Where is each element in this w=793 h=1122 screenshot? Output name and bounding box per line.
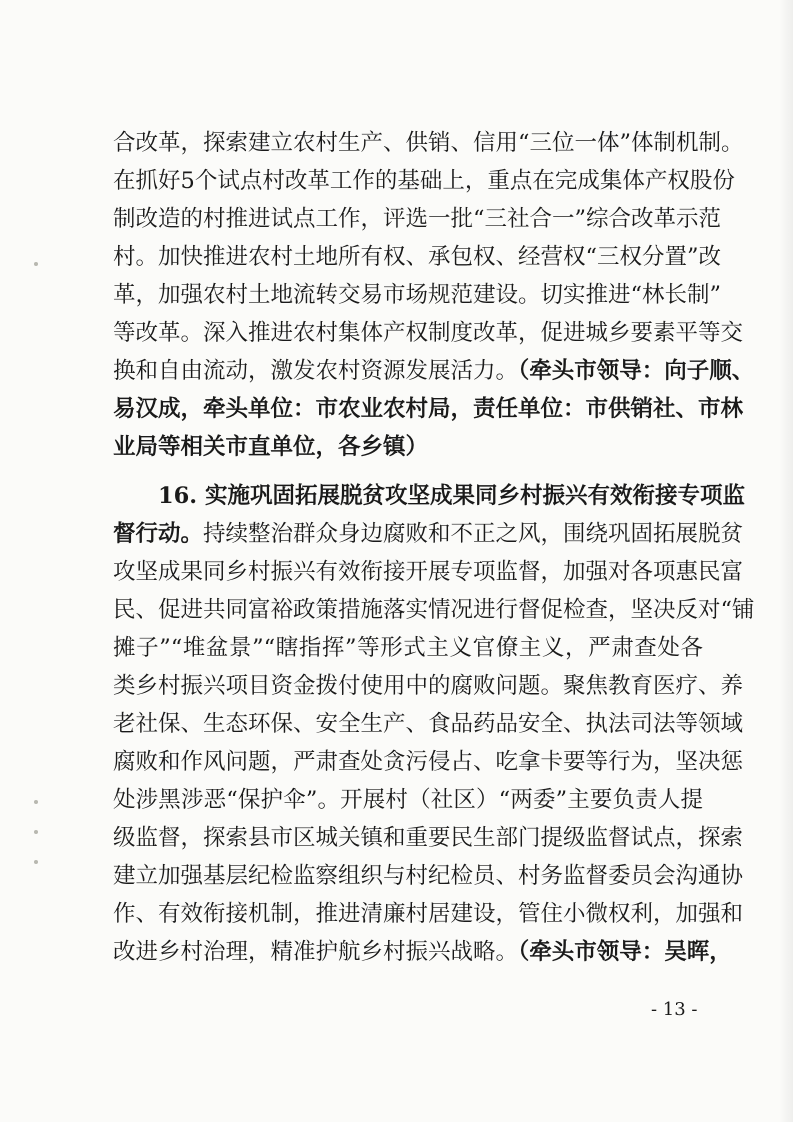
item-heading-end: 督行动。 bbox=[113, 521, 204, 547]
text-line: 摊子”“堆盆景”“瞎指挥”等形式主义官僚主义，严肃查处各 bbox=[113, 635, 703, 661]
text-line: 腐败和作风问题，严肃查处贪污侵占、吃拿卡要等行为，坚决惩 bbox=[113, 749, 744, 775]
text-line: 处涉黑涉恶“保护伞”。开展村（社区）“两委”主要负责人提 bbox=[113, 787, 703, 813]
page-number: - 13 - bbox=[651, 999, 698, 1020]
text-line: 老社保、生态环保、安全生产、食品药品安全、执法司法等领域 bbox=[113, 711, 744, 737]
text-line: 制改造的村推进试点工作，评选一批“三社合一”综合改革示范 bbox=[113, 206, 722, 232]
scan-speck bbox=[34, 830, 38, 834]
text-line: 作、有效衔接机制，推进清廉村居建设，管住小微权利，加强和 bbox=[113, 901, 744, 927]
text-line: 建立加强基层纪检监察组织与村纪检员、村务监督委员会沟通协 bbox=[113, 863, 744, 889]
responsibility-note-line: 业局等相关市直单位，各乡镇） bbox=[113, 434, 429, 460]
item-heading: 16. 实施巩固拓展脱贫攻坚成果同乡村振兴有效衔接专项监 bbox=[158, 483, 745, 509]
text-line: 等改革。深入推进农村集体产权制度改革，促进城乡要素平等交 bbox=[113, 320, 744, 346]
scan-speck bbox=[34, 262, 38, 266]
responsibility-note: （牵头市领导：吴晖， bbox=[518, 939, 732, 965]
text-normal: 换和自由流动，激发农村资源发展活力。 bbox=[113, 358, 519, 384]
text-line bbox=[113, 934, 732, 970]
text-line: 攻坚成果同乡村振兴有效衔接开展专项监督，加强对各项惠民富 bbox=[113, 559, 744, 585]
responsibility-note: （牵头市领导：向子顺、 bbox=[518, 358, 755, 384]
text-line: 合改革，探索建立农村生产、供销、信用“三位一体”体制机制。 bbox=[113, 130, 744, 156]
scan-speck bbox=[34, 800, 38, 804]
text-line: 民、促进共同富裕政策措施落实情况进行督促检查，坚决反对“铺 bbox=[113, 597, 755, 623]
text-line: 在抓好5个试点村改革工作的基础上，重点在完成集体产权股份 bbox=[113, 168, 735, 194]
scan-speck bbox=[34, 860, 38, 864]
text-line: 级监督，探索县市区城关镇和重要民生部门提级监督试点，探索 bbox=[113, 825, 744, 851]
text-line bbox=[113, 516, 744, 552]
text-line: 革，加强农村土地流转交易市场规范建设。切实推进“林长制” bbox=[113, 282, 722, 308]
responsibility-note-line: 易汉成，牵头单位：市农业农村局，责任单位：市供销社、市林 bbox=[113, 396, 744, 422]
text-normal: 持续整治群众身边腐败和不正之风，围绕巩固拓展脱贫 bbox=[203, 521, 744, 547]
text-normal: 改进乡村治理，精准护航乡村振兴战略。 bbox=[113, 939, 519, 965]
text-line: 类乡村振兴项目资金拨付使用中的腐败问题。聚焦教育医疗、养 bbox=[113, 673, 744, 699]
page-edge-shadow bbox=[779, 0, 793, 1122]
text-line: 村。加快推进农村土地所有权、承包权、经营权“三权分置”改 bbox=[113, 244, 722, 270]
